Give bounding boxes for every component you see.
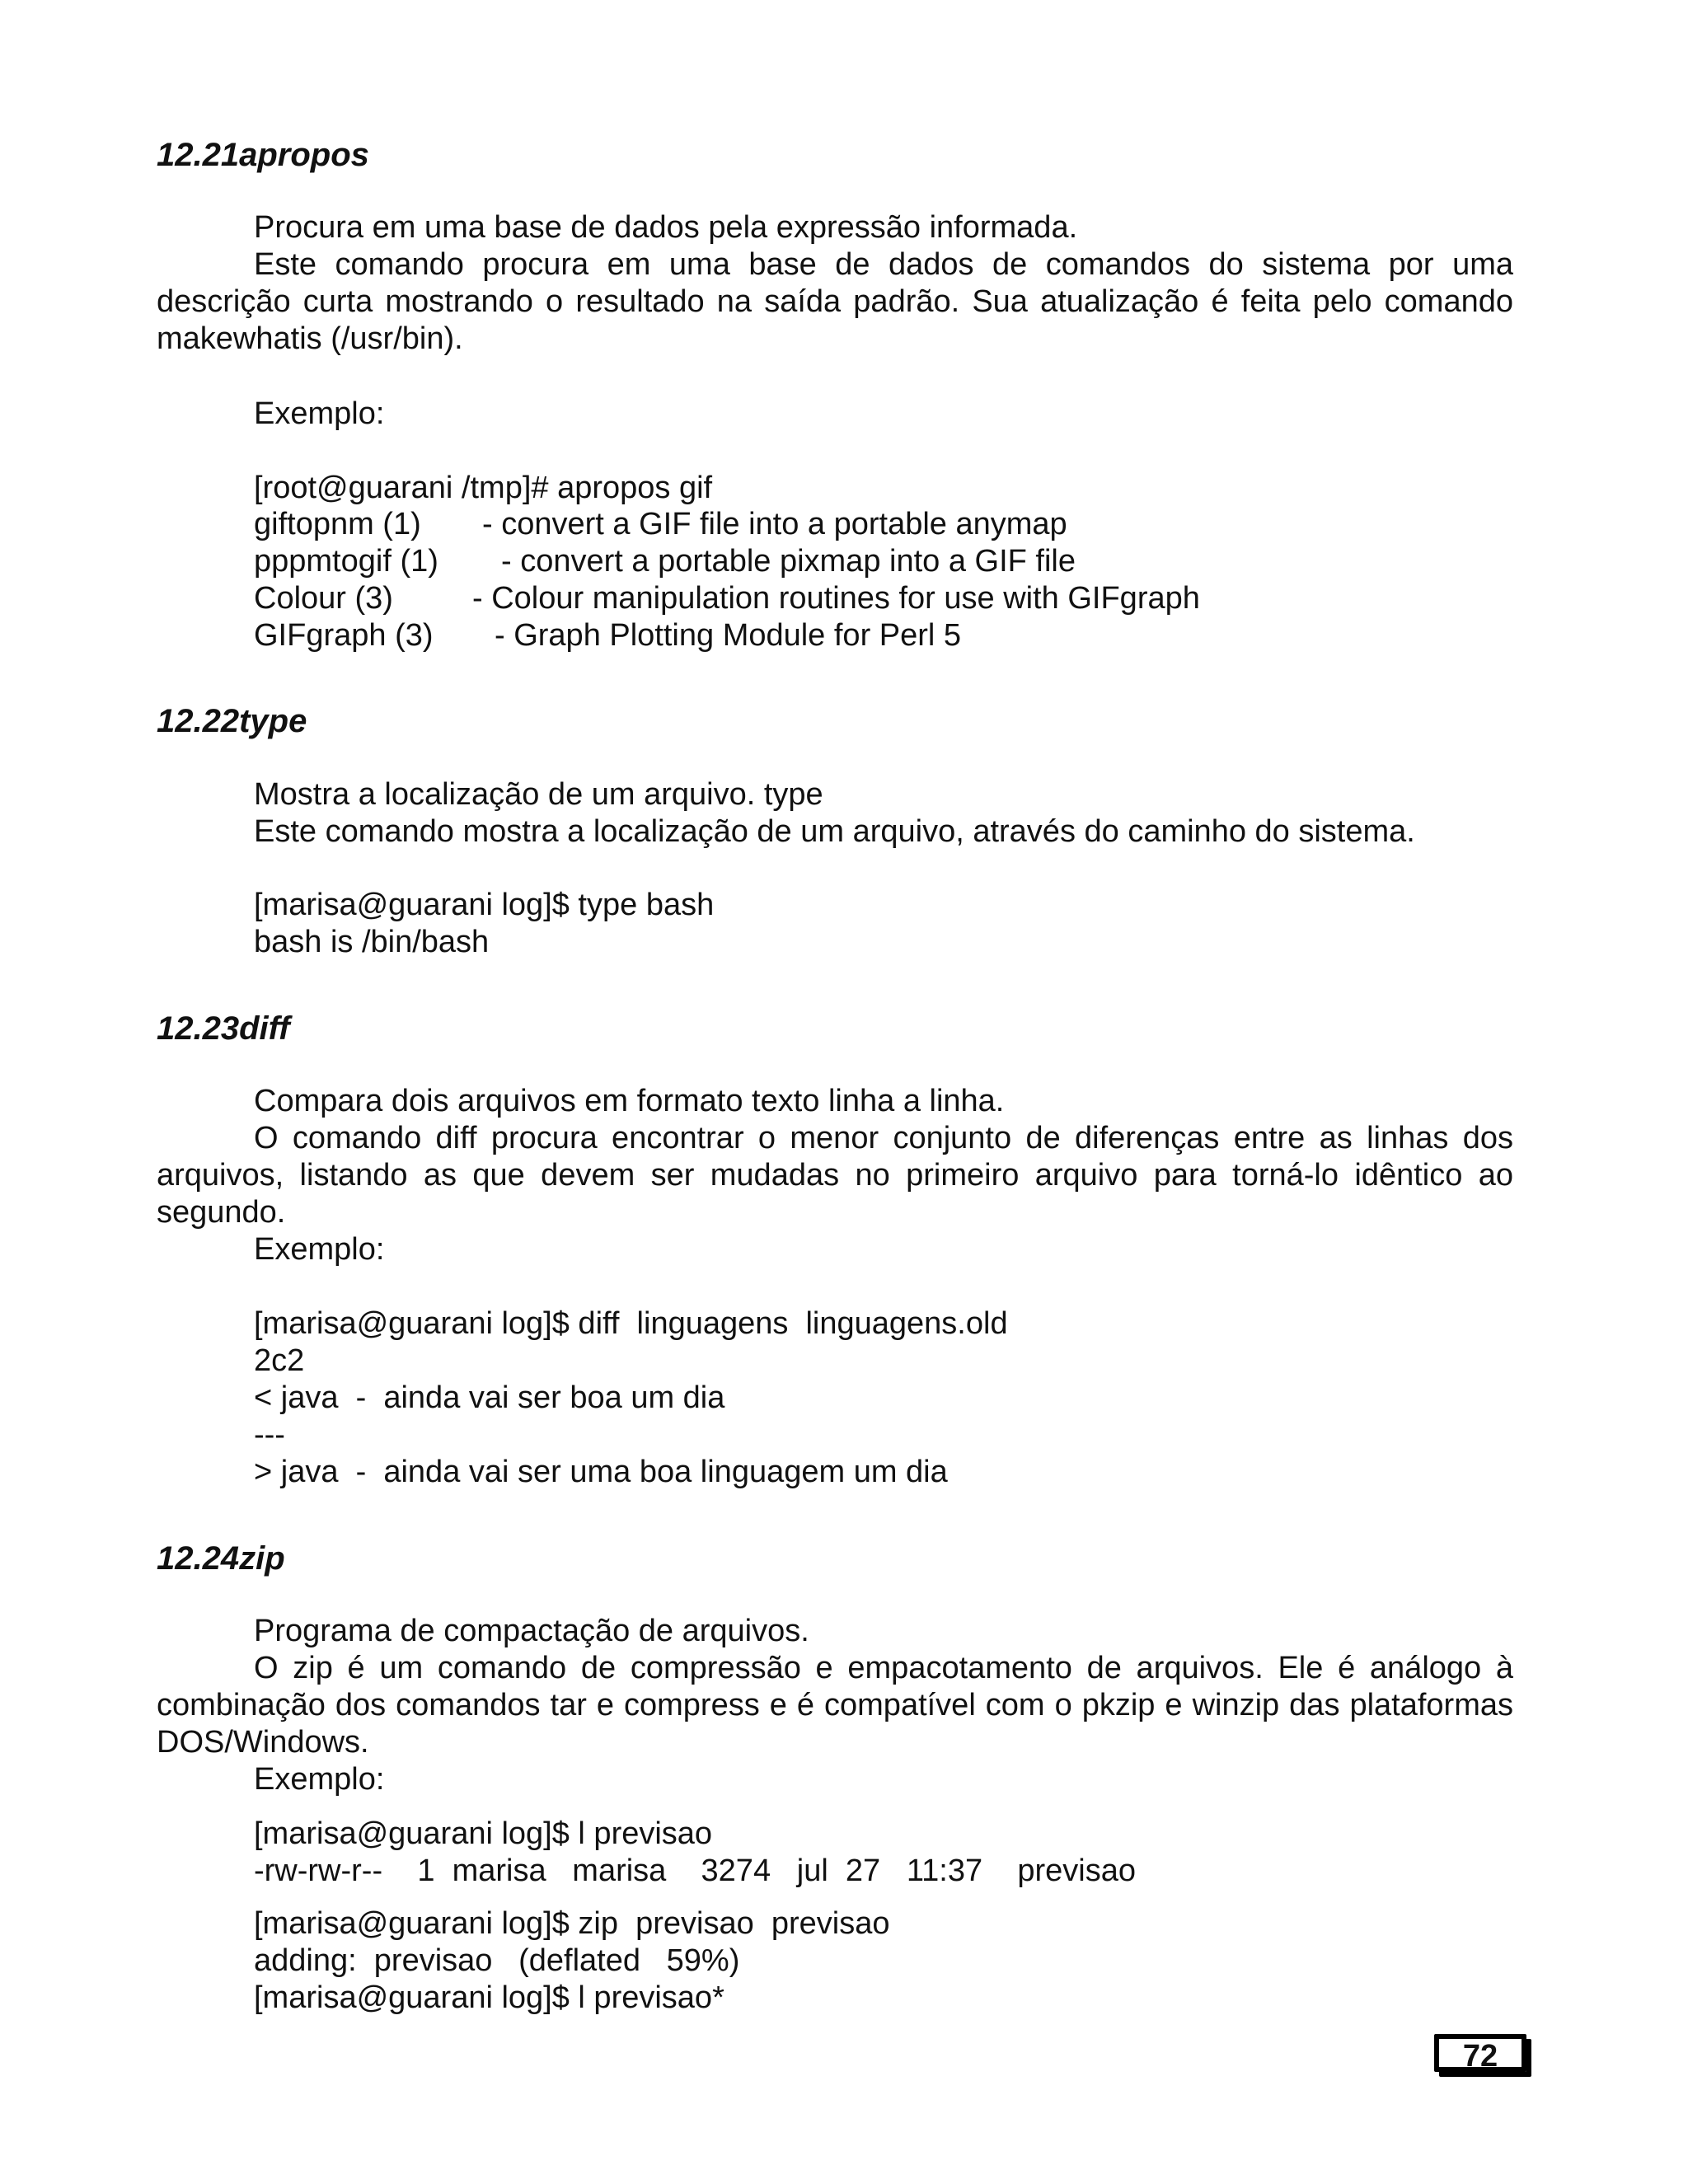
- apropos-prompt: [root@guarani /tmp]# apropos gif: [254, 471, 713, 505]
- apropos-result-name: pppmtogif (1): [254, 544, 438, 579]
- diff-code-line: [marisa@guarani log]$ diff linguagens linguagens.old: [254, 1306, 1008, 1341]
- diff-code-line: ---: [254, 1418, 285, 1452]
- type-intro: Mostra a localização de um arquivo. type: [254, 777, 823, 812]
- apropos-example-label: Exemplo:: [254, 396, 385, 431]
- apropos-description: Este comando procura em uma base de dados de comandos do sistema por uma descrição curta mostrando o resultado na saída padrão. Sua atualização é feita pelo comando makewhatis (/usr/bin).: [157, 247, 1513, 356]
- diff-example-label: Exemplo:: [254, 1232, 385, 1267]
- zip-code-line: [marisa@guarani log]$ l previsao*: [254, 1980, 724, 2015]
- zip-intro: Programa de compactação de arquivos.: [254, 1614, 809, 1648]
- zip-code-line: -rw-rw-r-- 1 marisa marisa 3274 jul 27 11:37 previsao: [254, 1854, 1136, 1888]
- zip-code-line: adding: previsao (deflated 59%): [254, 1943, 740, 1978]
- type-output: bash is /bin/bash: [254, 925, 490, 959]
- apropos-result-name: GIFgraph (3): [254, 618, 434, 653]
- type-description: Este comando mostra a localização de um arquivo, através do caminho do sistema.: [254, 814, 1415, 849]
- page-number-badge: [1434, 2034, 1526, 2072]
- zip-code-line: [marisa@guarani log]$ l previsao: [254, 1816, 713, 1851]
- section-heading-type: 12.22type: [157, 703, 307, 739]
- section-heading-apropos: 12.21apropos: [157, 137, 369, 173]
- zip-example-label: Exemplo:: [254, 1762, 385, 1797]
- type-prompt: [marisa@guarani log]$ type bash: [254, 888, 715, 922]
- apropos-intro: Procura em uma base de dados pela expressão informada.: [254, 210, 1078, 245]
- apropos-result-name: Colour (3): [254, 581, 393, 616]
- diff-description: O comando diff procura encontrar o menor conjunto de diferenças entre as linhas dos arquivos, listando as que devem ser mudadas no primeiro arquivo para torná-lo idêntico ao segundo.: [157, 1121, 1513, 1230]
- section-heading-zip: 12.24zip: [157, 1540, 285, 1577]
- zip-description: O zip é um comando de compressão e empacotamento de arquivos. Ele é análogo à combinação dos comandos tar e compress e é compatível com o pkzip e winzip das plataformas DOS/Windows.: [157, 1651, 1513, 1760]
- apropos-result-name: giftopnm (1): [254, 507, 421, 541]
- section-heading-diff: 12.23diff: [157, 1010, 290, 1047]
- apropos-result-desc: - convert a portable pixmap into a GIF file: [501, 544, 1076, 579]
- diff-intro: Compara dois arquivos em formato texto linha a linha.: [254, 1084, 1005, 1118]
- diff-code-line: > java - ainda vai ser uma boa linguagem um dia: [254, 1455, 948, 1489]
- diff-code-line: 2c2: [254, 1343, 305, 1378]
- apropos-result-desc: - Graph Plotting Module for Perl 5: [495, 618, 962, 653]
- zip-code-line: [marisa@guarani log]$ zip previsao previsao: [254, 1906, 890, 1941]
- apropos-result-desc: - Colour manipulation routines for use with GIFgraph: [472, 581, 1200, 616]
- page-number: 72: [1462, 2039, 1498, 2072]
- apropos-result-desc: - convert a GIF file into a portable anymap: [482, 507, 1067, 541]
- diff-code-line: < java - ainda vai ser boa um dia: [254, 1380, 725, 1415]
